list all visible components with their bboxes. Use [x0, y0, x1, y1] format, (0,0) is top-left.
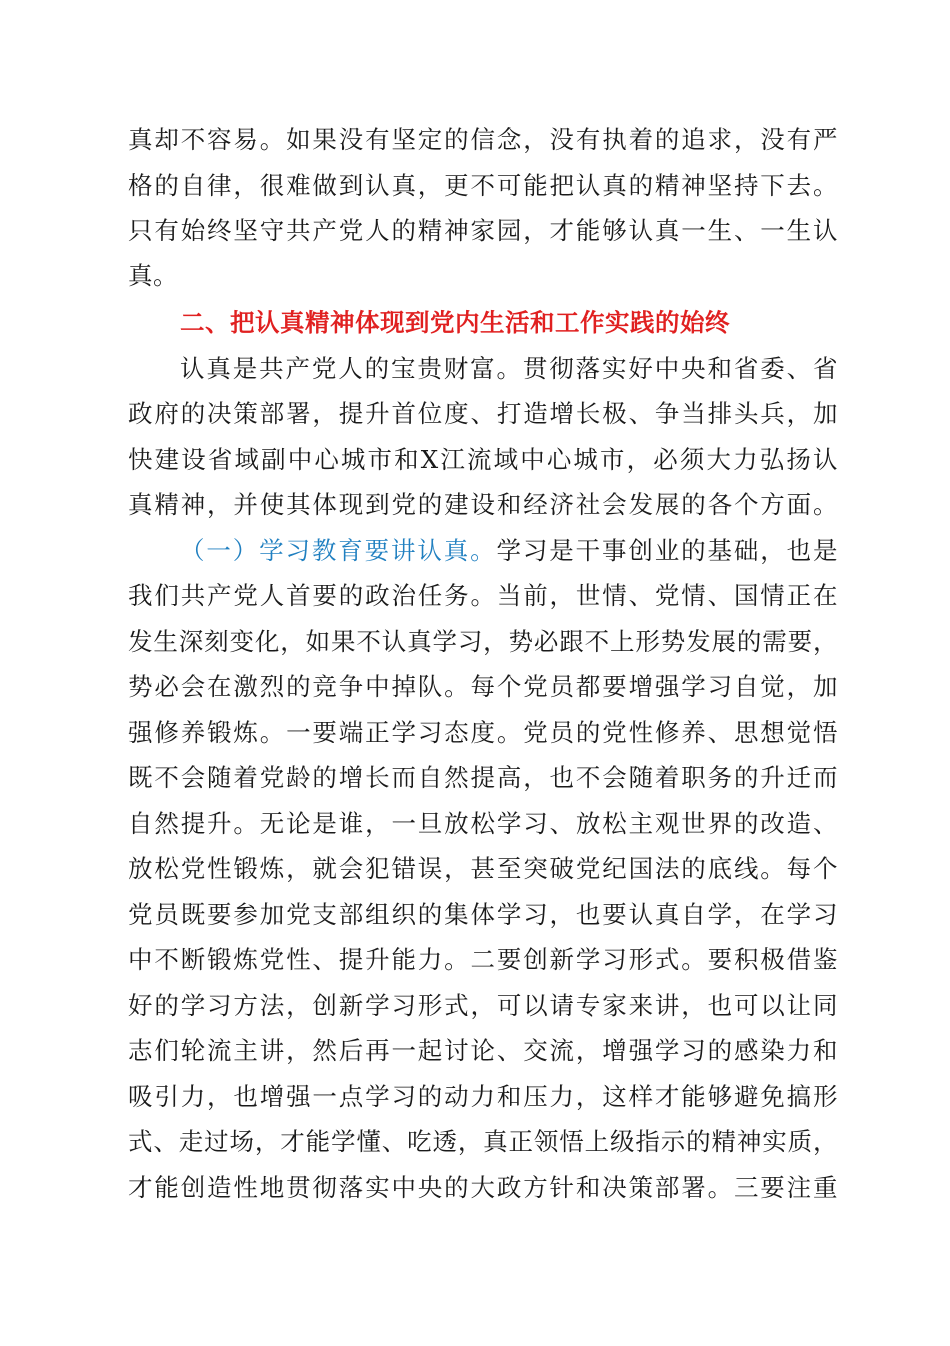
- paragraph-line: 中不断锻炼党性、提升能力。二要创新学习形式。要积极借鉴: [128, 945, 838, 974]
- paragraph-line: 放松党性锻炼，就会犯错误，甚至突破党纪国法的底线。每个: [128, 854, 838, 883]
- section-heading: 二、把认真精神体现到党内生活和工作实践的始终: [180, 308, 730, 337]
- paragraph-line: 快建设省域副中心城市和X江流域中心城市，必须大力弘扬认: [128, 445, 838, 474]
- paragraph-line: 志们轮流主讲，然后再一起讨论、交流，增强学习的感染力和: [128, 1036, 838, 1065]
- paragraph-line: 真精神，并使其体现到党的建设和经济社会发展的各个方面。: [128, 490, 838, 519]
- paragraph-line: 格的自律，很难做到认真，更不可能把认真的精神坚持下去。: [128, 171, 838, 200]
- paragraph-line: 真却不容易。如果没有坚定的信念，没有执着的追求，没有严: [128, 125, 838, 154]
- paragraph-line: 好的学习方法，创新学习形式，可以请专家来讲，也可以让同: [128, 991, 838, 1020]
- paragraph-line: 真。: [128, 261, 178, 290]
- subsection-heading: （一）学习教育要讲认真。: [180, 536, 497, 565]
- paragraph-line: 发生深刻变化，如果不认真学习，势必跟不上形势发展的需要，: [128, 627, 838, 656]
- paragraph-line: 党员既要参加党支部组织的集体学习，也要认真自学，在学习: [128, 900, 838, 929]
- paragraph-line: 式、走过场，才能学懂、吃透，真正领悟上级指示的精神实质，: [128, 1127, 838, 1156]
- paragraph-line: 吸引力，也增强一点学习的动力和压力，这样才能够避免搞形: [128, 1082, 838, 1111]
- paragraph-line: [180, 528, 838, 574]
- paragraph-line: 认真是共产党人的宝贵财富。贯彻落实好中央和省委、省: [180, 354, 838, 383]
- paragraph-line: 势必会在激烈的竞争中掉队。每个党员都要增强学习自觉，加: [128, 672, 838, 701]
- paragraph-line: 我们共产党人首要的政治任务。当前，世情、党情、国情正在: [128, 581, 838, 610]
- paragraph-line: 既不会随着党龄的增长而自然提高，也不会随着职务的升迁而: [128, 763, 838, 792]
- paragraph-line: 政府的决策部署，提升首位度、打造增长极、争当排头兵，加: [128, 399, 838, 428]
- paragraph-line: 才能创造性地贯彻落实中央的大政方针和决策部署。三要注重: [128, 1173, 838, 1202]
- paragraph-line: 强修养锻炼。一要端正学习态度。党员的党性修养、思想觉悟: [128, 718, 838, 747]
- paragraph-text: 学习是干事创业的基础，也是: [496, 536, 838, 565]
- paragraph-line: 自然提升。无论是谁，一旦放松学习、放松主观世界的改造、: [128, 809, 838, 838]
- paragraph-line: 只有始终坚守共产党人的精神家园，才能够认真一生、一生认: [128, 216, 838, 245]
